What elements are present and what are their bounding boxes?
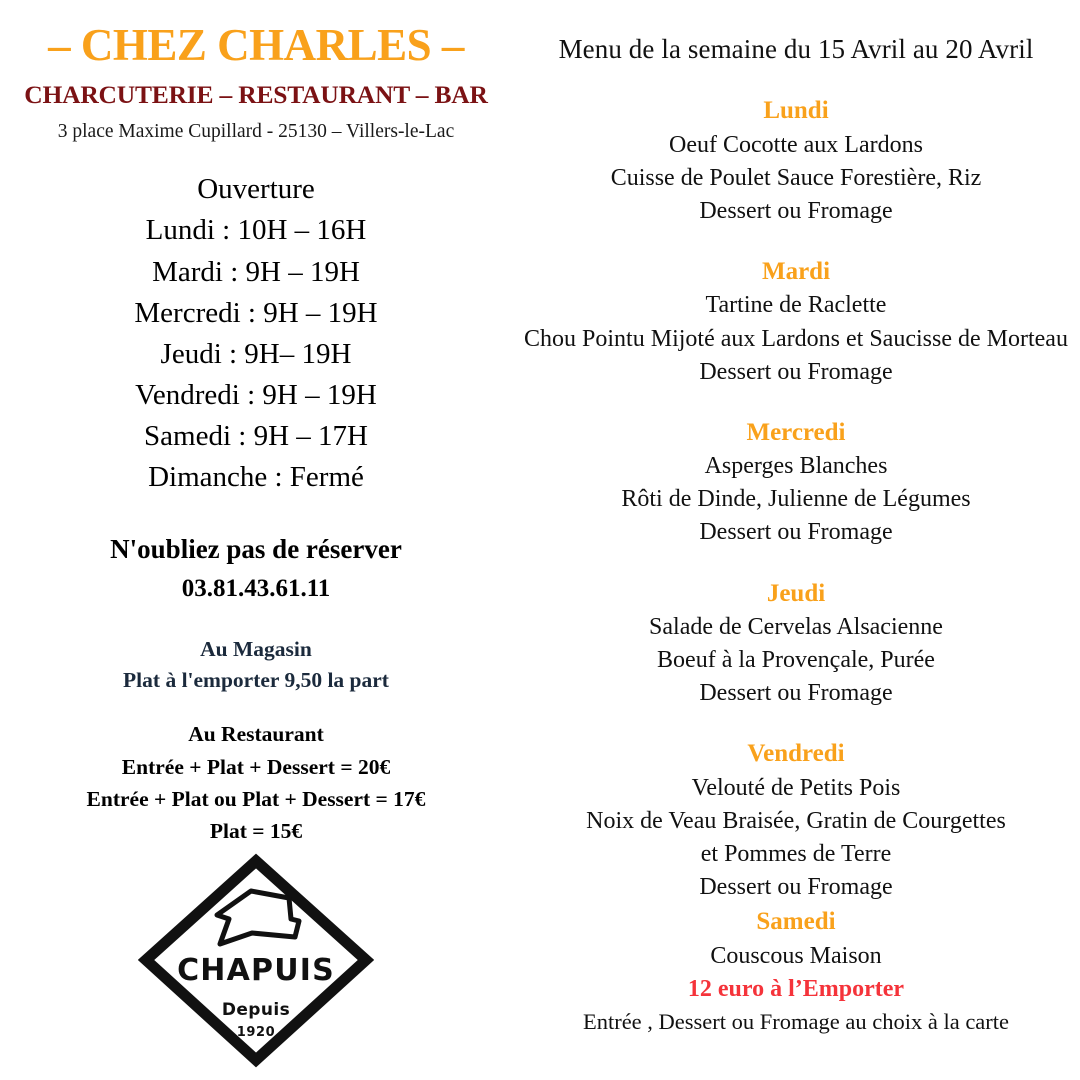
logo-year: 1920 <box>236 1025 276 1041</box>
brand-address: 3 place Maxime Cupillard - 25130 – Villers-le-Lac <box>57 121 455 143</box>
day-dish: Dessert ou Fromage <box>699 519 893 546</box>
logo-depuis-label: Depuis <box>221 1000 291 1021</box>
restaurant-pricing-block <box>0 718 512 847</box>
restaurant-price-row: Entrée + Plat + Dessert = 20€ <box>121 754 391 779</box>
day-group-mercredi <box>520 415 1072 550</box>
chapuis-logo-svg <box>138 853 374 1068</box>
day-name: Samedi <box>756 908 836 936</box>
opening-hours-row: Samedi : 9H – 17H <box>144 420 368 453</box>
day-group-samedi <box>520 904 1072 1037</box>
menu-week-title: Menu de la semaine du 15 Avril au 20 Avril <box>558 34 1034 64</box>
arrow-mark-icon <box>217 891 299 944</box>
day-dish: Boeuf à la Provençale, Purée <box>657 647 935 674</box>
day-dish: Tartine de Raclette <box>705 292 887 319</box>
restaurant-price-row: Entrée + Plat ou Plat + Dessert = 17€ <box>86 786 426 811</box>
day-group-vendredi <box>520 736 1072 904</box>
day-dish: Dessert ou Fromage <box>699 197 893 224</box>
reservation-phone[interactable]: 03.81.43.61.11 <box>181 575 331 603</box>
day-group-lundi <box>520 93 1072 228</box>
day-group-jeudi <box>520 576 1072 711</box>
logo-brand-name: CHAPUIS <box>177 953 335 989</box>
reservation-title: N'oubliez pas de réserver <box>110 533 402 564</box>
day-name: Mercredi <box>746 418 846 446</box>
day-dish: Rôti de Dinde, Julienne de Légumes <box>621 486 971 513</box>
right-column <box>512 0 1080 1080</box>
day-name: Jeudi <box>766 579 826 607</box>
shop-takeaway-price: Plat à l'emporter 9,50 la part <box>123 668 389 693</box>
brand-name: – CHEZ CHARLES – <box>48 20 464 70</box>
day-dish: Chou Pointu Mijoté aux Lardons et Saucisse de Morteau <box>524 325 1068 352</box>
opening-hours-row: Lundi : 10H – 16H <box>145 214 367 247</box>
restaurant-title: Au Restaurant <box>188 722 324 747</box>
day-group-mardi <box>520 254 1072 389</box>
day-dish: Noix de Veau Braisée, Gratin de Courgettes <box>586 808 1006 835</box>
day-dish: Dessert ou Fromage <box>699 680 893 707</box>
day-dish: Cuisse de Poulet Sauce Forestière, Riz <box>610 164 982 191</box>
day-dish: Asperges Blanches <box>704 453 888 480</box>
opening-hours-block <box>0 169 512 498</box>
shop-title: Au Magasin <box>200 637 312 662</box>
day-dish: Couscous Maison <box>710 942 882 969</box>
day-dish: et Pommes de Terre <box>700 841 892 868</box>
opening-hours-row: Jeudi : 9H– 19H <box>160 337 352 370</box>
restaurant-price-row: Plat = 15€ <box>209 819 303 844</box>
left-column <box>0 0 512 1080</box>
brand-subtitle: CHARCUTERIE – RESTAURANT – BAR <box>24 80 488 110</box>
day-dish: Velouté de Petits Pois <box>691 774 901 801</box>
day-dish: Dessert ou Fromage <box>699 358 893 385</box>
chapuis-logo <box>0 853 512 1068</box>
day-dish: Dessert ou Fromage <box>699 874 893 901</box>
opening-hours-row: Dimanche : Fermé <box>148 461 364 494</box>
takeaway-price-note: 12 euro à l’Emporter <box>687 975 905 1002</box>
day-name: Mardi <box>761 257 831 285</box>
opening-hours-row: Mercredi : 9H – 19H <box>134 296 378 329</box>
opening-hours-heading: Ouverture <box>197 173 315 206</box>
day-name: Vendredi <box>747 740 845 768</box>
day-name: Lundi <box>763 97 829 125</box>
reservation-block <box>0 531 512 606</box>
menu-footnote: Entrée , Dessert ou Fromage au choix à la carte <box>582 1009 1010 1035</box>
day-dish: Salade de Cervelas Alsacienne <box>649 614 943 641</box>
day-dish: Oeuf Cocotte aux Lardons <box>669 131 923 158</box>
opening-hours-row: Mardi : 9H – 19H <box>152 255 360 288</box>
opening-hours-row: Vendredi : 9H – 19H <box>135 379 377 412</box>
shop-pricing-block <box>0 634 512 696</box>
